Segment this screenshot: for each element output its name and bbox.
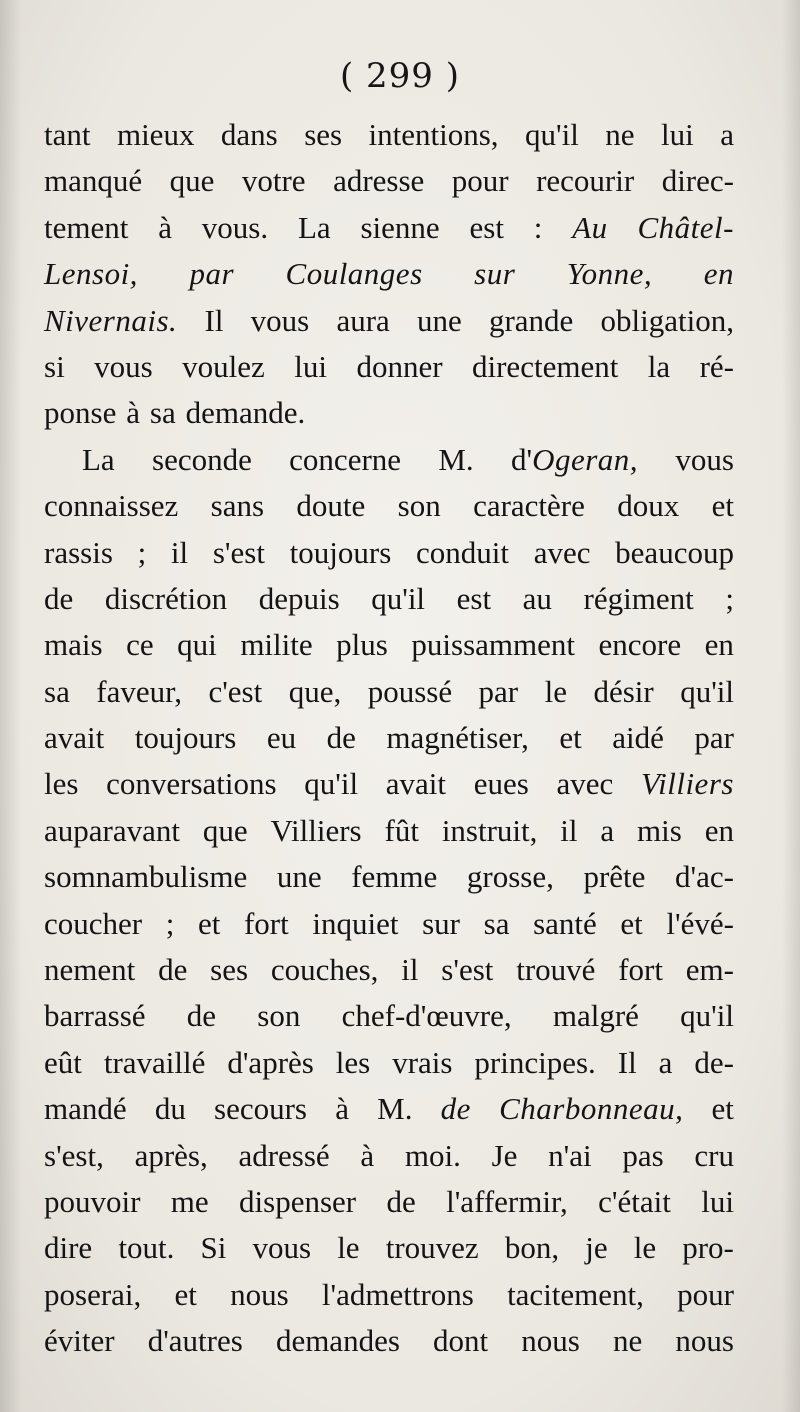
word: et (174, 1276, 197, 1312)
word: a (658, 1044, 673, 1080)
word: somnambulisme (44, 859, 248, 895)
word: seconde (152, 441, 252, 477)
word: s'est, (44, 1137, 104, 1173)
word: dont (433, 1323, 489, 1359)
word: Je (491, 1137, 518, 1173)
word: avec (533, 534, 591, 570)
word: pas (622, 1137, 664, 1173)
word: qu'il (304, 766, 359, 802)
word: qu'il (525, 117, 579, 152)
text-line (44, 530, 734, 576)
word: Au (572, 209, 608, 245)
word: depuis (258, 580, 340, 616)
text-line (44, 669, 734, 715)
word: et (197, 905, 221, 941)
text-line (44, 576, 734, 622)
word: lui (294, 348, 327, 384)
word: puissamment (411, 627, 575, 663)
word: poserai, (44, 1276, 142, 1312)
word: milite (240, 627, 313, 663)
word: Châtel- (637, 209, 734, 245)
word: dispenser (239, 1183, 357, 1219)
word: avec (556, 766, 614, 802)
word-group (511, 437, 638, 483)
word: direc- (661, 163, 734, 199)
word: : (533, 209, 543, 245)
word: il (401, 952, 419, 988)
word: Villiers (270, 812, 362, 848)
word: s'est (441, 952, 494, 988)
word: de (440, 1091, 471, 1127)
word: La (297, 209, 331, 245)
word: auparavant (44, 812, 180, 848)
word: Charbonneau, (499, 1091, 684, 1127)
word: trouvé (516, 952, 596, 988)
text-line (44, 483, 734, 529)
word: Nivernais. (44, 302, 178, 338)
text-line (44, 205, 734, 251)
word: mais (44, 627, 103, 663)
word: et (620, 905, 643, 941)
word: rassis (44, 534, 113, 570)
word: doux (617, 488, 680, 524)
word: toujours (289, 534, 392, 570)
word: discrétion (104, 580, 228, 616)
word: mandé (44, 1091, 127, 1127)
word: aura (336, 302, 390, 338)
word: prête (583, 859, 646, 895)
word: à (335, 1091, 349, 1127)
word: ce (126, 627, 154, 663)
text-line (44, 1040, 734, 1086)
word: nous (230, 1276, 289, 1312)
word: me (170, 1183, 209, 1219)
word: sa (44, 673, 70, 709)
word: principes. (474, 1044, 596, 1080)
word: il (170, 534, 189, 570)
word: s'est (212, 534, 265, 570)
word: à (126, 395, 140, 431)
text-line (44, 993, 734, 1039)
word: il (560, 812, 578, 848)
text-line (44, 251, 734, 297)
word: M. (438, 441, 474, 477)
word: à (360, 1137, 375, 1173)
word: pro- (682, 1230, 734, 1266)
word: adresse (333, 163, 425, 199)
word: pouvoir (44, 1183, 141, 1219)
word: faveur, (96, 673, 182, 709)
word: dire (44, 1230, 93, 1266)
word: grande (488, 302, 574, 338)
word: qu'il (680, 673, 734, 709)
word: fort (618, 952, 663, 988)
word: donner (356, 348, 443, 384)
word: Si (200, 1230, 227, 1266)
word: ses (304, 117, 343, 152)
word: Lensoi, (44, 256, 138, 292)
word: encore (598, 627, 682, 663)
word: ré- (699, 348, 734, 384)
word: de (186, 998, 217, 1034)
word: toujours (134, 720, 237, 756)
text-line (44, 344, 734, 390)
word: Yonne, (566, 256, 653, 292)
text-line (44, 761, 734, 807)
word: La (82, 441, 115, 477)
word: au (522, 580, 552, 616)
text-line (44, 1133, 734, 1179)
word: a (600, 812, 615, 848)
word: que (202, 812, 248, 848)
word: sa (149, 395, 176, 431)
word: en (703, 256, 734, 292)
word: Ogeran, (532, 441, 639, 477)
word: sa (483, 905, 510, 941)
word: désir (593, 673, 654, 709)
word: cru (694, 1137, 734, 1173)
word: qui (177, 627, 217, 663)
word: n'ai (548, 1137, 592, 1173)
word: est (469, 209, 504, 245)
text-line (44, 390, 734, 436)
word: la (647, 348, 671, 384)
word: dans (220, 117, 278, 152)
word: ses (210, 952, 249, 988)
word: eu (266, 720, 297, 756)
word: nous (675, 1323, 734, 1359)
word: ne (605, 117, 635, 152)
word: ; (137, 534, 147, 570)
word: je (585, 1230, 608, 1266)
word: a (720, 117, 734, 152)
word: son (257, 998, 301, 1034)
word: sur (422, 905, 460, 941)
word: les (44, 766, 79, 802)
word: manqué (44, 163, 143, 199)
word: avait (44, 720, 105, 756)
word: barrassé (44, 998, 146, 1034)
word: demandes (275, 1323, 400, 1359)
word: secours (214, 1091, 307, 1127)
word: par (694, 720, 734, 756)
word: si (44, 348, 65, 384)
word: Il (617, 1044, 637, 1080)
word: coucher (44, 905, 143, 941)
word: le (633, 1230, 657, 1266)
word: éviter (44, 1323, 115, 1359)
word: chef-d'œuvre, (341, 998, 512, 1034)
word: conversations (106, 766, 277, 802)
word: et (711, 488, 734, 524)
word: nous (521, 1323, 580, 1359)
word: concerne (289, 441, 402, 477)
word: et (559, 720, 582, 756)
word: sans (210, 488, 265, 524)
word: connaissez (44, 488, 179, 524)
word: eût (44, 1044, 82, 1080)
word: beaucoup (615, 534, 734, 570)
word: sienne (360, 209, 440, 245)
word: moi. (404, 1137, 461, 1173)
word: et (711, 1091, 734, 1127)
word: pour (451, 163, 509, 199)
word: que (169, 163, 215, 199)
word: voulez (182, 348, 265, 384)
word: de (326, 720, 356, 756)
word: vous (250, 302, 310, 338)
word: vous (252, 1230, 312, 1266)
word: santé (533, 905, 597, 941)
word: après, (134, 1137, 208, 1173)
word: nement (44, 952, 136, 988)
word: une (276, 859, 322, 895)
word: vous (94, 348, 153, 384)
text-line (44, 437, 734, 483)
text-line (44, 947, 734, 993)
word: ; (165, 905, 175, 941)
word: aidé (612, 720, 664, 756)
word: d' (511, 441, 533, 477)
word: mieux (116, 117, 195, 152)
word: conduit (415, 534, 509, 570)
text-line (44, 715, 734, 761)
word: M. (377, 1091, 413, 1127)
text-line (44, 112, 734, 158)
word: doute (296, 488, 366, 524)
word: Il (204, 302, 224, 338)
text-line (44, 808, 734, 854)
word: de- (694, 1044, 734, 1080)
word: lui (661, 117, 694, 152)
word: l'affermir, (446, 1183, 568, 1219)
page-number: ( 299 ) (339, 56, 461, 96)
word: l'admettrons (321, 1276, 474, 1312)
word: régiment (583, 580, 694, 616)
word: caractère (473, 488, 585, 524)
word: malgré (552, 998, 639, 1034)
text-line (44, 1318, 734, 1364)
word: vous (675, 441, 734, 477)
word: par (189, 256, 235, 292)
body-text (44, 112, 734, 1365)
word: d'autres (147, 1323, 243, 1359)
word: obligation, (600, 302, 734, 338)
text-line (44, 1086, 734, 1132)
text-line (44, 854, 734, 900)
word: demande. (185, 395, 306, 431)
word: vous. (201, 209, 269, 245)
word: inquiet (312, 905, 399, 941)
word: avait (385, 766, 447, 802)
word: votre (241, 163, 306, 199)
text-line (44, 158, 734, 204)
word: fort (243, 905, 289, 941)
word: Coulanges (285, 256, 423, 292)
word: du (154, 1091, 186, 1127)
word: magnétiser, (386, 720, 529, 756)
word: bon, (504, 1230, 560, 1266)
word: lui (701, 1183, 734, 1219)
text-line (44, 1179, 734, 1225)
word: Villiers (640, 766, 734, 802)
word: instruit, (441, 812, 538, 848)
word: sur (474, 256, 516, 292)
word: pour (677, 1276, 734, 1312)
word: tant (44, 117, 91, 152)
word: c'était (598, 1183, 671, 1219)
word: femme (351, 859, 438, 895)
word: ne (612, 1323, 643, 1359)
text-line (44, 622, 734, 668)
word: intentions, (368, 117, 499, 152)
word: em- (685, 952, 734, 988)
word: le (337, 1230, 360, 1266)
word: couches, (270, 952, 379, 988)
word: tement (44, 209, 129, 245)
word: de (44, 580, 74, 616)
word: qu'il (680, 998, 734, 1034)
word: tout. (118, 1230, 175, 1266)
word: vrais (392, 1044, 453, 1080)
text-line (44, 298, 734, 344)
word: ponse (44, 395, 117, 431)
word: en (704, 627, 734, 663)
word: adressé (238, 1137, 330, 1173)
word: en (704, 812, 734, 848)
word: est (456, 580, 492, 616)
word: de (158, 952, 188, 988)
word: c'est (208, 673, 263, 709)
word: ; (725, 580, 734, 616)
word: travaillé (103, 1044, 206, 1080)
word: mis (637, 812, 682, 848)
word: fût (384, 812, 419, 848)
word: qu'il (371, 580, 426, 616)
word: trouvez (385, 1230, 479, 1266)
word: par (478, 673, 519, 709)
word: tacitement, (507, 1276, 644, 1312)
text-line (44, 1225, 734, 1271)
text-line (44, 1272, 734, 1318)
word: de (386, 1183, 416, 1219)
word: une (416, 302, 462, 338)
word: grosse, (466, 859, 554, 895)
word: recourir (536, 163, 635, 199)
word: que, (288, 673, 342, 709)
word: d'après (227, 1044, 314, 1080)
word: plus (336, 627, 388, 663)
word: l'évé- (666, 905, 734, 941)
word: directement (472, 348, 619, 384)
word: le (544, 673, 567, 709)
word: poussé (367, 673, 453, 709)
word: eues (473, 766, 529, 802)
word: d'ac- (675, 859, 734, 895)
word: les (335, 1044, 371, 1080)
word: à (158, 209, 172, 245)
text-line (44, 901, 734, 947)
word: son (397, 488, 441, 524)
